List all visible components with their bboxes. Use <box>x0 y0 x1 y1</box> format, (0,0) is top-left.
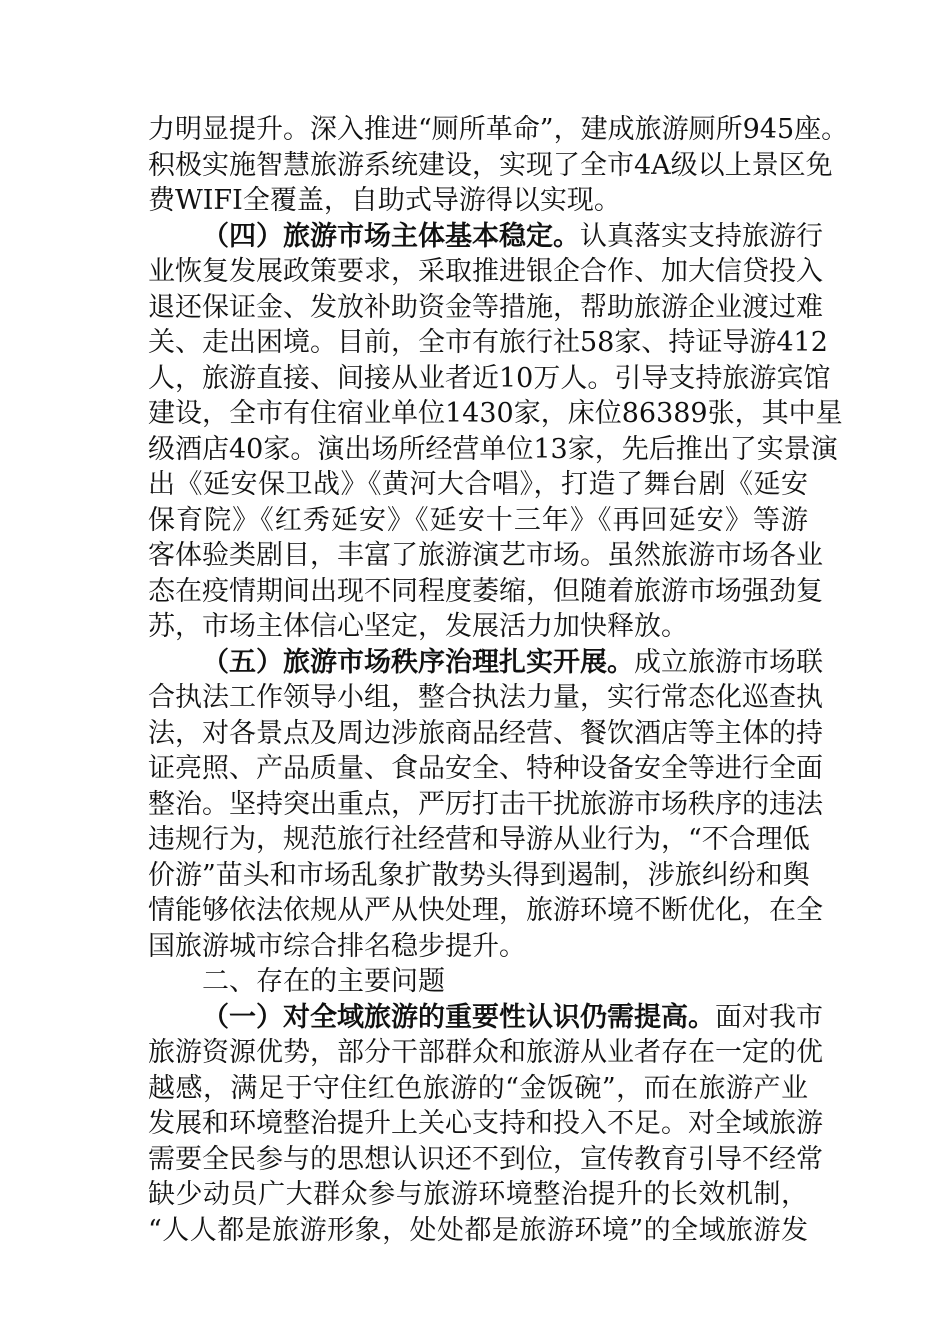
text-line: 法，对各景点及周边涉旅商品经营、餐饮酒店等主体的持 <box>148 717 823 749</box>
text-line: 出《延安保卫战》《黄河大合唱》，打造了舞台剧《延安 <box>148 469 808 500</box>
text-line: 人，旅游直接、间接从业者近10万人。引导支持旅游宾馆 <box>148 362 831 394</box>
text-line: 苏，市场主体信心坚定，发展活力加快释放。 <box>148 611 688 642</box>
text-line: 需要全民参与的思想认识还不到位，宣传教育引导不经常 <box>148 1143 823 1175</box>
paragraph-smart-tourism <box>148 112 849 219</box>
text-line: 保育院》《红秀延安》《延安十三年》《再回延安》等游 <box>148 504 808 536</box>
paragraph-heading: （五）旅游市场秩序治理扎实开展。 <box>202 646 634 678</box>
text-line: 态在疫情期间出现不同程度萎缩，但随着旅游市场强劲复 <box>148 575 823 607</box>
text-line <box>148 1000 823 1036</box>
text-line: 合执法工作领导小组，整合执法力量，实行常态化巡查执 <box>148 682 823 713</box>
text-line: 证亮照、产品质量、食品安全、特种设备安全等进行全面 <box>148 753 823 784</box>
paragraph-market-order <box>148 645 823 965</box>
text-line: 情能够依法依规从严从快处理，旅游环境不断优化，在全 <box>148 895 823 926</box>
text-line <box>148 645 823 681</box>
text-line: “人人都是旅游形象，处处都是旅游环境”的全域旅游发 <box>148 1214 808 1246</box>
text-line <box>148 219 823 255</box>
text-line: 积极实施智慧旅游系统建设，实现了全市4A级以上景区免 <box>148 149 833 181</box>
document-page <box>148 112 849 1248</box>
text-line: 费WIFI全覆盖，自助式导游得以实现。 <box>148 185 621 216</box>
text-line: 整治。坚持突出重点，严厉打击干扰旅游市场秩序的违法 <box>148 788 823 820</box>
paragraph-awareness <box>148 1000 823 1249</box>
text-line: 越感，满足于守住红色旅游的“金饭碗”，而在旅游产业 <box>148 1072 808 1104</box>
text-line: 违规行为，规范旅行社经营和导游从业行为，“不合理低 <box>148 824 810 855</box>
text-line: 价游”苗头和市场乱象扩散势头得到遏制，涉旅纠纷和舆 <box>148 859 810 891</box>
text-line: 客体验类剧目，丰富了旅游演艺市场。虽然旅游市场各业 <box>148 540 823 571</box>
text-line: 旅游资源优势，部分干部群众和旅游从业者存在一定的优 <box>148 1037 823 1068</box>
text-line: 力明显提升。深入推进“厕所革命”，建成旅游厕所945座。 <box>148 114 849 145</box>
text-run: 成立旅游市场联 <box>634 646 823 678</box>
text-line: 缺少动员广大群众参与旅游环境整治提升的长效机制， <box>148 1179 808 1210</box>
section-heading: 二、存在的主要问题 <box>202 966 445 997</box>
text-line: 业恢复发展政策要求，采取推进银企合作、加大信贷投入 <box>148 256 823 287</box>
text-run: 面对我市 <box>715 1001 823 1033</box>
paragraph-market-entities <box>148 219 843 645</box>
paragraph-heading: （四）旅游市场主体基本稳定。 <box>202 220 580 252</box>
text-line: 发展和环境整治提升上关心支持和投入不足。对全域旅游 <box>148 1108 823 1139</box>
text-run: 认真落实支持旅游行 <box>580 220 823 252</box>
text-line: 建设，全市有住宿业单位1430家，床位86389张，其中星 <box>148 398 843 429</box>
paragraph-heading: （一）对全域旅游的重要性认识仍需提高。 <box>202 1001 715 1033</box>
text-line: 级酒店40家。演出场所经营单位13家，先后推出了实景演 <box>148 433 838 465</box>
text-line: 关、走出困境。目前，全市有旅行社58家、持证导游412 <box>148 327 828 358</box>
text-line: 退还保证金、发放补助资金等措施，帮助旅游企业渡过难 <box>148 291 823 323</box>
text-line: 国旅游城市综合排名稳步提升。 <box>148 930 526 962</box>
